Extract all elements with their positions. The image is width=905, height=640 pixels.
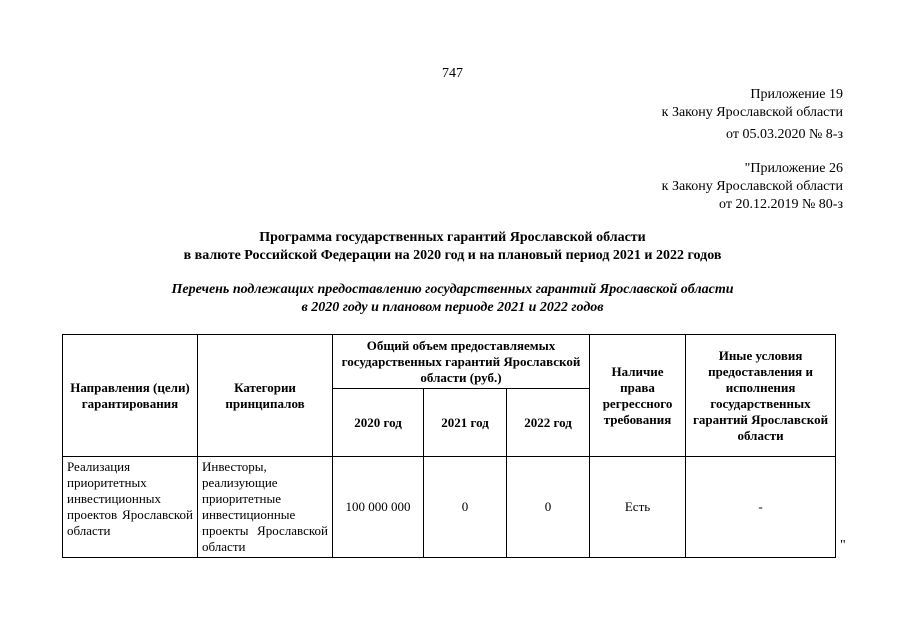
page-number: 747 xyxy=(442,66,463,81)
document-subtitle xyxy=(0,281,905,317)
cell-year-2022: 0 xyxy=(507,457,590,558)
subtitle-line2: в 2020 году и плановом периоде 2021 и 2022 годов xyxy=(301,300,604,315)
header-year-2022: 2022 год xyxy=(507,389,590,457)
table-row xyxy=(63,457,836,558)
cell-categories: Инвесторы, реализующие приоритетные инвестиционные проекты Ярославской области xyxy=(198,457,333,558)
cell-year-2021: 0 xyxy=(424,457,507,558)
header-year-2021: 2021 год xyxy=(424,389,507,457)
cell-recourse: Есть xyxy=(590,457,686,558)
header-other-conditions: Иные условия предоставления и исполнения государственных гарантий Ярославской области xyxy=(686,335,836,457)
appendix-original-line3: от 20.12.2019 № 80-з xyxy=(719,197,843,212)
appendix-original-line1: "Приложение 26 xyxy=(744,161,843,176)
appendix-current-line3: от 05.03.2020 № 8-з xyxy=(726,127,843,142)
cell-year-2020: 100 000 000 xyxy=(333,457,424,558)
header-categories: Категории принципалов xyxy=(198,335,333,457)
title-line1: Программа государственных гарантий Ярославской области xyxy=(259,230,646,245)
closing-quote: " xyxy=(840,538,846,553)
appendix-original xyxy=(662,160,843,214)
header-recourse: Наличие права регрессного требования xyxy=(590,335,686,457)
title-line2: в валюте Российской Федерации на 2020 год и на плановый период 2021 и 2022 годов xyxy=(183,248,722,263)
header-year-2020: 2020 год xyxy=(333,389,424,457)
cell-direction: Реализация приоритетных инвестиционных проектов Ярославской области xyxy=(63,457,198,558)
appendix-original-line2: к Закону Ярославской области xyxy=(661,179,843,194)
guarantees-table xyxy=(62,334,836,558)
appendix-current-line2: к Закону Ярославской области xyxy=(661,105,843,120)
cell-other-conditions: - xyxy=(686,457,836,558)
header-direction: Направления (цели) гарантирования xyxy=(63,335,198,457)
document-title xyxy=(0,229,905,265)
appendix-current xyxy=(662,86,843,144)
table-header-row xyxy=(63,335,836,389)
appendix-current-line1: Приложение 19 xyxy=(750,87,843,102)
header-total-volume: Общий объем предоставляемых государственных гарантий Ярославской области (руб.) xyxy=(333,335,590,389)
subtitle-line1: Перечень подлежащих предоставлению государственных гарантий Ярославской области xyxy=(171,282,734,297)
